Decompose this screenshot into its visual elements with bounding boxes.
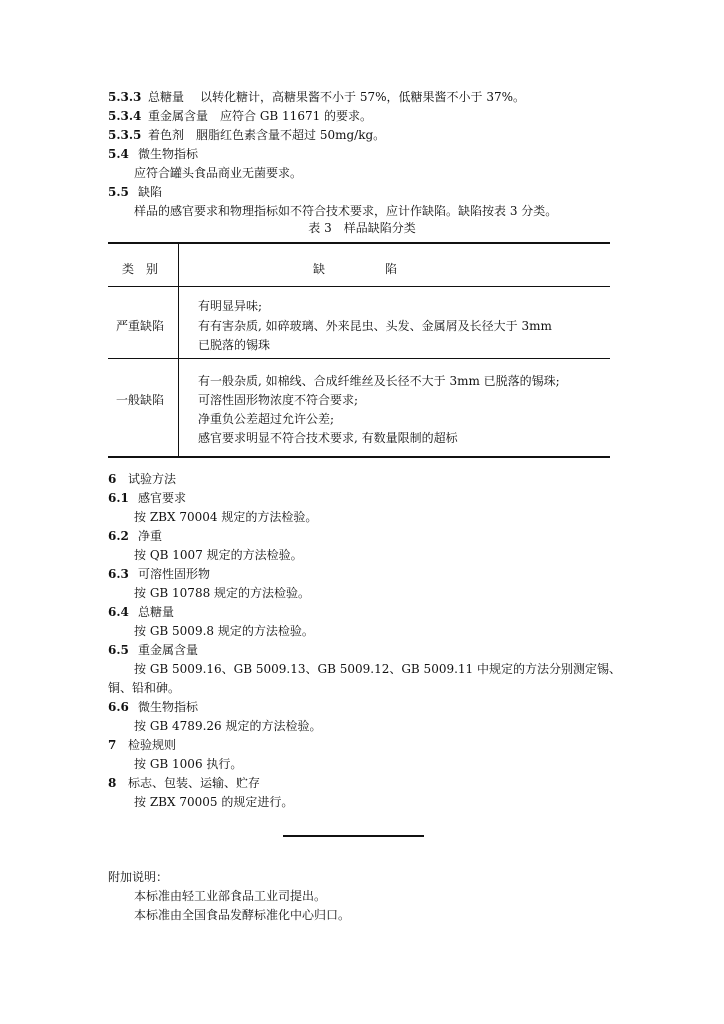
- section-5-3-4: [108, 108, 372, 124]
- row-defect-line: 有有害杂质, 如碎玻璃、外来昆虫、头发、金属屑及长径大于 3mm: [198, 319, 552, 333]
- section-number: 6.5: [108, 643, 129, 657]
- section-title: 微生物指标: [138, 147, 199, 161]
- section-6-1-heading: [108, 490, 186, 506]
- table-column-divider: [178, 244, 179, 456]
- section-title: 重金属含量: [148, 109, 209, 123]
- notes-line: 本标准由轻工业部食品工业司提出。: [134, 889, 327, 903]
- section-7-text: 按 GB 1006 执行。: [134, 757, 243, 771]
- section-6-5-heading: [108, 642, 198, 658]
- section-text: 应符合 GB 11671 的要求。: [220, 109, 373, 123]
- row-defect-line: 有一般杂质, 如棉线、合成纤维丝及长径不大于 3mm 已脱落的锡珠;: [198, 374, 560, 388]
- section-8-text: 按 ZBX 70005 的规定进行。: [134, 795, 294, 809]
- section-number: 5.5: [108, 185, 129, 199]
- section-number: 6.4: [108, 605, 129, 619]
- row-defect-line: 可溶性固形物浓度不符合要求;: [198, 393, 359, 407]
- section-text: 以转化糖计，高糖果酱不小于 57%，低糖果酱不小于 37%。: [200, 90, 525, 104]
- section-6-2-text: 按 QB 1007 规定的方法检验。: [134, 548, 303, 562]
- section-number: 6.1: [108, 491, 129, 505]
- section-title: 可溶性固形物: [138, 567, 211, 581]
- row-defect-line: 有明显异味;: [198, 299, 263, 313]
- end-separator: [283, 835, 424, 837]
- table-caption: 表 3 样品缺陷分类: [308, 221, 416, 235]
- row-defect-line: 感官要求明显不符合技术要求, 有数量限制的超标: [198, 431, 458, 445]
- section-number: 6: [108, 472, 117, 486]
- section-title: 总糖量: [138, 605, 175, 619]
- section-6-6-heading: [108, 699, 198, 715]
- section-7-heading: [108, 737, 176, 753]
- section-6-2-heading: [108, 528, 162, 544]
- defect-table: [108, 242, 610, 460]
- section-title: 试验方法: [128, 472, 177, 486]
- section-6-heading: [108, 471, 176, 487]
- table-row-rule: [108, 358, 610, 359]
- section-title: 净重: [138, 529, 163, 543]
- row-category: 严重缺陷: [116, 319, 165, 333]
- section-number: 6.3: [108, 567, 129, 581]
- section-6-6-text: 按 GB 4789.26 规定的方法检验。: [134, 719, 322, 733]
- notes-line: 本标准由全国食品发酵标准化中心归口。: [134, 908, 351, 922]
- section-5-5-heading: [108, 184, 162, 200]
- section-number: 5.3.5: [108, 128, 142, 142]
- section-number: 5.3.3: [108, 90, 142, 104]
- section-6-1-text: 按 ZBX 70004 规定的方法检验。: [134, 510, 318, 524]
- section-6-5-text-continued: 铜、铅和砷。: [108, 681, 181, 695]
- section-title: 检验规则: [128, 738, 177, 752]
- section-number: 6.2: [108, 529, 129, 543]
- section-number: 5.4: [108, 147, 129, 161]
- section-5-4-text: 应符合罐头食品商业无菌要求。: [134, 166, 303, 180]
- section-8-heading: [108, 775, 260, 791]
- row-category: 一般缺陷: [116, 393, 165, 407]
- section-6-4-text: 按 GB 5009.8 规定的方法检验。: [134, 624, 314, 638]
- section-5-4-heading: [108, 146, 198, 162]
- section-title: 着色剂: [148, 128, 185, 142]
- header-defect: 缺 陷: [313, 262, 398, 276]
- section-6-5-text: 按 GB 5009.16、GB 5009.13、GB 5009.12、GB 5009.11 中规定的方法分别测定锡、: [134, 662, 621, 676]
- section-number: 8: [108, 776, 117, 790]
- section-5-5-text: 样品的感官要求和物理指标如不符合技术要求，应计作缺陷。缺陷按表 3 分类。: [134, 204, 558, 218]
- header-category: 类 别: [122, 262, 159, 276]
- table-header-rule: [108, 286, 610, 287]
- table-top-rule: [108, 242, 610, 244]
- section-6-3-text: 按 GB 10788 规定的方法检验。: [134, 586, 311, 600]
- section-title: 标志、包装、运输、贮存: [128, 776, 261, 790]
- section-5-3-5: [108, 127, 385, 143]
- row-defect-line: 已脱落的锡珠: [198, 338, 271, 352]
- section-title: 重金属含量: [138, 643, 199, 657]
- section-5-3-3: [108, 89, 525, 105]
- section-6-3-heading: [108, 566, 210, 582]
- notes-heading: 附加说明：: [108, 870, 169, 884]
- row-defect-line: 净重负公差超过允许公差;: [198, 412, 335, 426]
- table-bottom-rule: [108, 456, 610, 458]
- section-title: 感官要求: [138, 491, 187, 505]
- section-text: 胭脂红色素含量不超过 50mg/kg。: [196, 128, 386, 142]
- section-title: 缺陷: [138, 185, 163, 199]
- section-number: 7: [108, 738, 117, 752]
- section-title: 微生物指标: [138, 700, 199, 714]
- section-number: 5.3.4: [108, 109, 142, 123]
- section-number: 6.6: [108, 700, 129, 714]
- section-title: 总糖量: [148, 90, 185, 104]
- section-6-4-heading: [108, 604, 174, 620]
